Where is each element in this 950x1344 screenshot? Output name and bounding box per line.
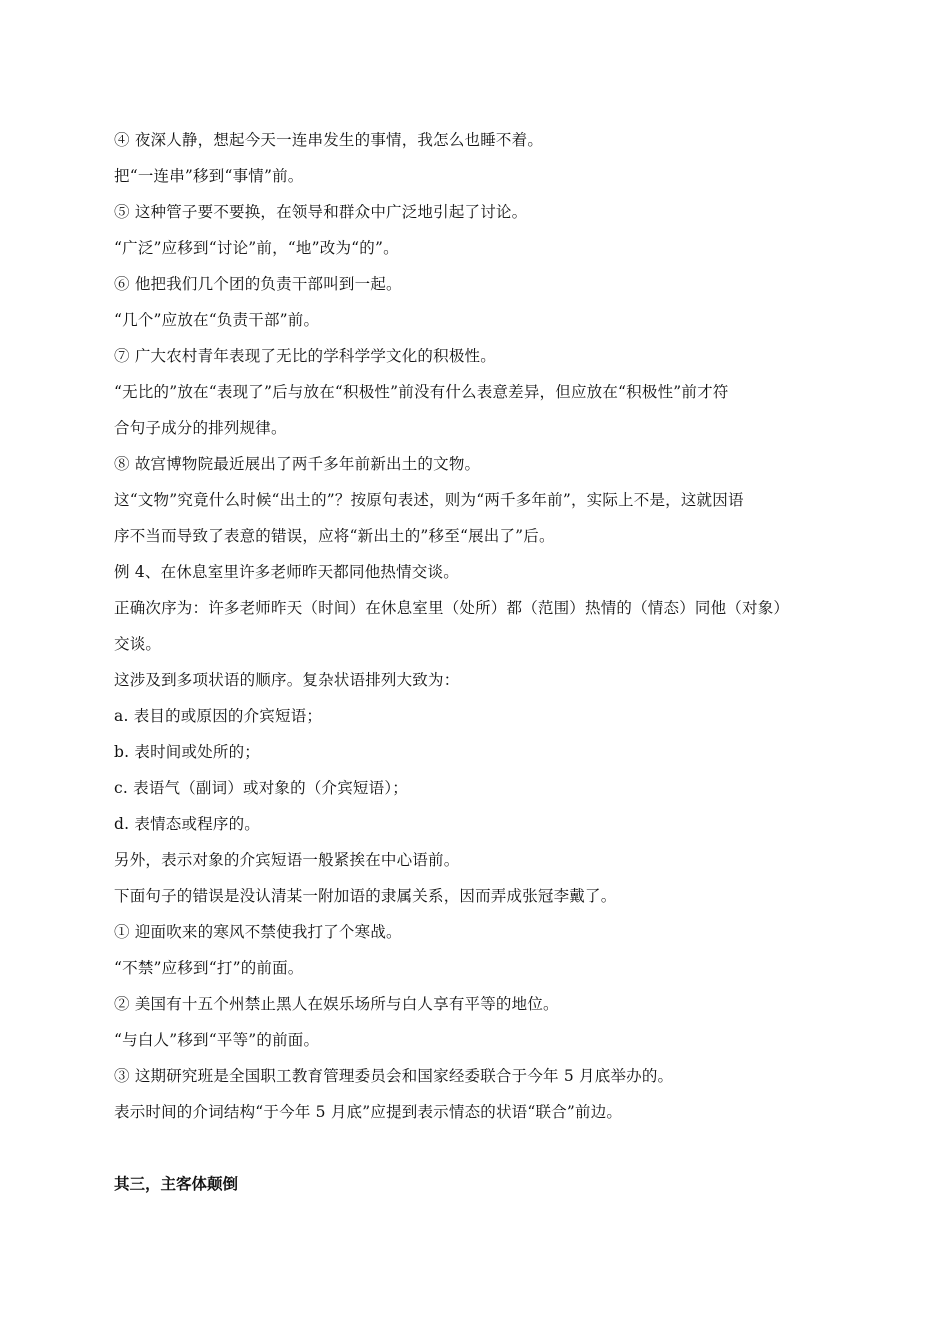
text-line: b. 表时间或处所的； [114,743,260,761]
text-line: d. 表情态或程序的。 [114,815,260,833]
text-line: 另外，表示对象的介宾短语一般紧挨在中心语前。 [114,851,460,869]
text-line: “几个”应放在“负责干部”前。 [114,311,320,329]
text-line: 交谈。 [114,635,162,653]
text-line: 把“一连串”移到“事情”前。 [114,167,304,185]
text-line: 序不当而导致了表意的错误，应将“新出土的”移至“展出了”后。 [114,527,555,545]
text-line: 这涉及到多项状语的顺序。复杂状语排列大致为： [114,671,460,689]
text-line: “广泛”应移到“讨论”前，“地”改为“的”。 [114,239,399,257]
section-heading: 其三，主客体颠倒 [114,1174,239,1193]
text-line: 正确次序为：许多老师昨天（时间）在休息室里（处所）都（范围）热情的（情态）同他（对象） [114,599,790,617]
text-line: a. 表目的或原因的介宾短语； [114,707,323,725]
text-line: ② 美国有十五个州禁止黑人在娱乐场所与白人享有平等的地位。 [114,995,559,1013]
text-line: “与白人”移到“平等”的前面。 [114,1031,320,1049]
text-line: ⑤ 这种管子要不要换，在领导和群众中广泛地引起了讨论。 [114,203,528,221]
text-line: 这“文物”究竟什么时候“出土的”？按原句表述，则为“两千多年前”，实际上不是，这就因语 [114,491,744,509]
section-gap [114,1130,844,1166]
document-page [114,122,844,1202]
text-line: ④ 夜深人静，想起今天一连串发生的事情，我怎么也睡不着。 [114,131,544,149]
text-line: ⑥ 他把我们几个团的负责干部叫到一起。 [114,275,402,293]
text-line: 下面句子的错误是没认清某一附加语的隶属关系，因而弄成张冠李戴了。 [114,887,617,905]
text-line: “不禁”应移到“打”的前面。 [114,959,304,977]
text-line: “无比的”放在“表现了”后与放在“积极性”前没有什么表意差异，但应放在“积极性”前才符 [114,383,729,401]
text-line: ⑦ 广大农村青年表现了无比的学科学学文化的积极性。 [114,347,496,365]
text-line: 合句子成分的排列规律。 [114,419,287,437]
text-line: 例 4、在休息室里许多老师昨天都同他热情交谈。 [114,563,459,581]
text-line: 表示时间的介词结构“于今年 5 月底”应提到表示情态的状语“联合”前边。 [114,1103,623,1121]
text-line: ① 迎面吹来的寒风不禁使我打了个寒战。 [114,923,402,941]
text-line: ⑧ 故宫博物院最近展出了两千多年前新出土的文物。 [114,455,481,473]
text-line: ③ 这期研究班是全国职工教育管理委员会和国家经委联合于今年 5 月底举办的。 [114,1067,674,1085]
text-line: c. 表语气（副词）或对象的（介宾短语）； [114,779,408,797]
